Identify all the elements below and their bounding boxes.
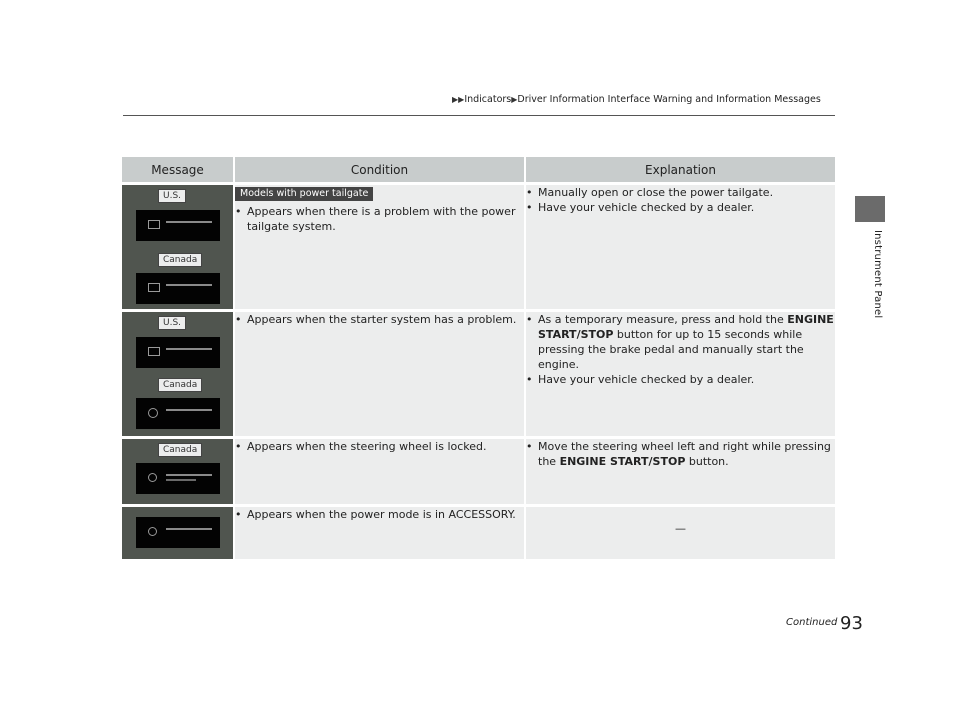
region-tag-canada: Canada	[158, 443, 202, 457]
table-row	[122, 439, 835, 504]
breadcrumb-arrow-icon: ▶▶	[452, 95, 465, 104]
page-number: 93	[840, 613, 863, 634]
breadcrumb-item-indicators: Indicators	[464, 94, 512, 105]
starter-system-message-screen	[136, 337, 220, 368]
condition-cell	[233, 439, 524, 504]
messages-table	[122, 157, 835, 559]
condition-cell	[233, 507, 524, 559]
header-message: Message	[122, 157, 233, 182]
power-tailgate-message-screen	[136, 210, 220, 241]
table-row	[122, 185, 835, 309]
condition-text: • Appears when the steering wheel is locked.	[235, 439, 524, 454]
message-display-cell	[122, 439, 233, 504]
explanation-cell	[524, 312, 835, 436]
condition-cell	[233, 312, 524, 436]
message-display-cell	[122, 185, 233, 309]
header-explanation: Explanation	[524, 157, 835, 182]
tailgate-icon	[148, 220, 160, 229]
explanation-item: • Move the steering wheel left and right while pressing the ENGINE START/STOP button.	[526, 439, 835, 469]
table-header-row	[122, 157, 835, 182]
condition-text: • Appears when there is a problem with the power tailgate system.	[235, 204, 524, 234]
message-display-cell	[122, 507, 233, 559]
table-row	[122, 507, 835, 559]
power-mode-icon	[148, 527, 157, 536]
table-row	[122, 312, 835, 436]
breadcrumb-item-messages: Driver Information Interface Warning and Information Messages	[517, 94, 821, 105]
starter-system-message-screen-canada	[136, 398, 220, 429]
explanation-item: • As a temporary measure, press and hold the ENGINE START/STOP button for up to 15 seconds while pressing the brake pedal and manually start the engine.	[526, 312, 835, 372]
region-tag-canada: Canada	[158, 253, 202, 267]
explanation-item: • Manually open or close the power tailgate.	[526, 185, 835, 200]
section-label: Instrument Panel	[872, 230, 883, 319]
header-rule	[123, 115, 835, 116]
explanation-item: • Have your vehicle checked by a dealer.	[526, 372, 835, 387]
region-tag-us: U.S.	[158, 316, 186, 330]
explanation-item: • Have your vehicle checked by a dealer.	[526, 200, 835, 215]
accessory-mode-message-screen	[136, 517, 220, 548]
starter-icon	[148, 347, 160, 356]
region-tag-us: U.S.	[158, 189, 186, 203]
steering-wheel-icon	[148, 473, 157, 482]
breadcrumb-arrow-icon: ▶	[511, 95, 518, 104]
region-tag-canada: Canada	[158, 378, 202, 392]
breadcrumb	[452, 94, 821, 105]
explanation-cell	[524, 185, 835, 309]
section-tab	[855, 196, 885, 222]
condition-text: • Appears when the starter system has a problem.	[235, 312, 524, 327]
power-tailgate-message-screen-canada	[136, 273, 220, 304]
warning-icon	[148, 408, 158, 418]
header-condition: Condition	[233, 157, 524, 182]
condition-cell	[233, 185, 524, 309]
tailgate-icon	[148, 283, 160, 292]
steering-lock-message-screen	[136, 463, 220, 494]
explanation-cell	[524, 507, 835, 559]
message-display-cell	[122, 312, 233, 436]
continued-label: Continued	[786, 617, 838, 628]
no-explanation-dash: —	[675, 522, 686, 535]
models-tag: Models with power tailgate	[235, 187, 373, 201]
explanation-cell	[524, 439, 835, 504]
condition-text: • Appears when the power mode is in ACCESSORY.	[235, 507, 524, 522]
